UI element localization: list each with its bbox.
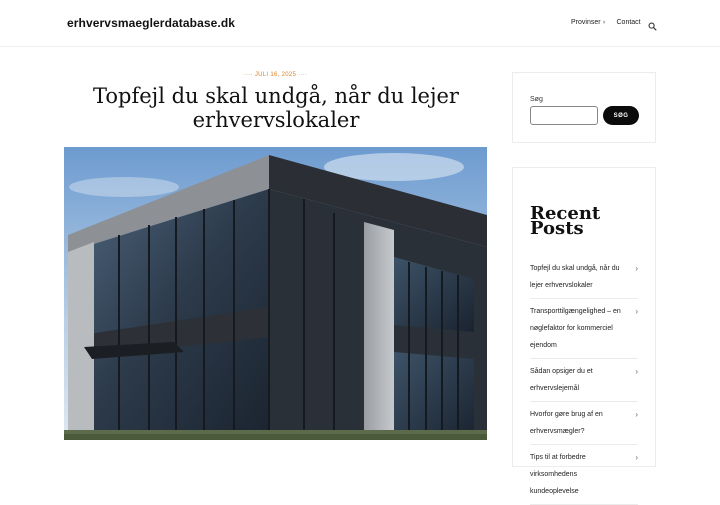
list-item[interactable] <box>530 299 638 359</box>
search-input[interactable] <box>530 106 598 125</box>
post-title: Topfejl du skal undgå, når du lejer erhvervslokaler <box>93 84 459 132</box>
recent-posts-title: Recent Posts <box>530 203 601 239</box>
site-title[interactable]: erhvervsmaeglerdatabase.dk <box>67 16 236 30</box>
nav-item-contact[interactable] <box>617 19 641 26</box>
main-nav <box>571 19 641 26</box>
chevron-right-icon: › <box>635 453 638 462</box>
search-widget <box>512 72 656 143</box>
recent-post-link[interactable]: Sådan opsiger du et erhvervslejemål <box>530 368 593 392</box>
chevron-right-icon: › <box>635 264 638 273</box>
recent-posts-list <box>530 256 638 505</box>
nav-item-provinser[interactable] <box>571 19 606 26</box>
recent-post-link[interactable]: Topfejl du skal undgå, når du lejer erhvervslokaler <box>530 265 620 289</box>
chevron-down-icon: ˅ <box>602 19 606 26</box>
chevron-right-icon: › <box>635 410 638 419</box>
search-icon[interactable] <box>648 18 657 27</box>
chevron-right-icon: › <box>635 367 638 376</box>
list-item[interactable] <box>530 445 638 505</box>
featured-image <box>64 147 487 440</box>
site-header <box>0 0 720 47</box>
recent-post-link[interactable]: Hvorfor gøre brug af en erhvervsmægler? <box>530 411 603 435</box>
nav-label-provinser: Provinser <box>571 19 601 26</box>
list-item[interactable] <box>530 402 638 445</box>
list-item[interactable] <box>530 359 638 402</box>
search-button[interactable]: SØG <box>603 106 639 125</box>
chevron-right-icon: › <box>635 307 638 316</box>
recent-post-link[interactable]: Transporttilgængelighed – en nøglefaktor for kommerciel ejendom <box>530 308 621 349</box>
list-item[interactable] <box>530 256 638 299</box>
post-date[interactable]: ···· JULI 16, 2025 ···· <box>243 72 308 78</box>
search-label: Søg <box>530 96 543 103</box>
recent-posts-widget <box>512 167 656 495</box>
recent-post-link[interactable]: Tips til at forbedre virksomhedens kundeoplevelse <box>530 454 586 495</box>
nav-label-contact: Contact <box>616 19 641 26</box>
